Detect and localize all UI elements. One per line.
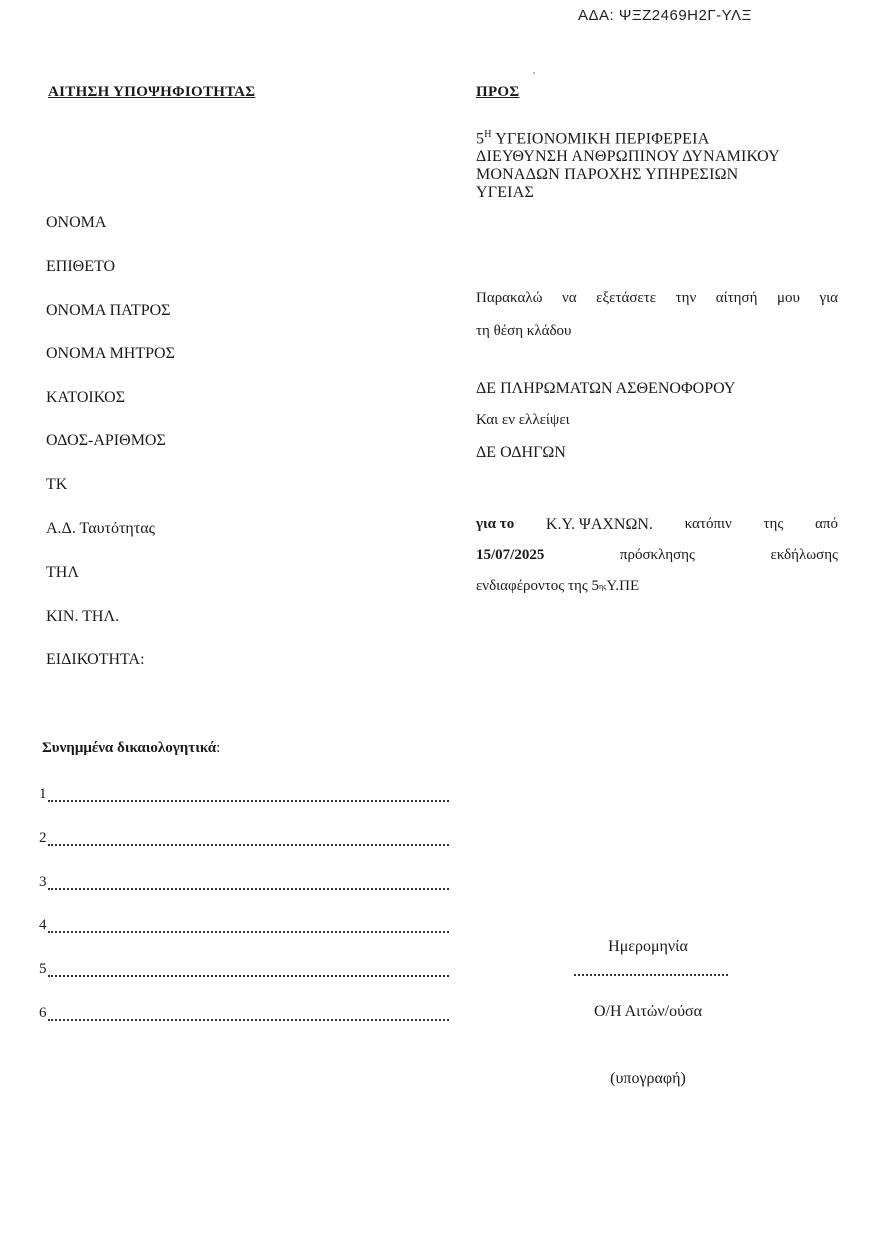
attachment-number: 1 bbox=[39, 786, 47, 802]
field-first-name: ΟΝΟΜΑ bbox=[46, 214, 107, 231]
position-secondary: ΔΕ ΟΔΗΓΩΝ bbox=[476, 444, 566, 461]
recipient-line1: ΥΓΕΙΟΝΟΜΙΚΗ ΠΕΡΙΦΕΡΕΙΑ bbox=[491, 130, 710, 148]
date-label: Ημερομηνία bbox=[608, 938, 688, 955]
cond-date: 15/07/2025 bbox=[476, 547, 545, 563]
attachment-dotted-line bbox=[48, 1005, 450, 1021]
attachment-number: 4 bbox=[39, 917, 47, 933]
cond-from: από bbox=[815, 516, 838, 532]
recipient-sup: Η bbox=[484, 129, 492, 140]
attachment-dotted-line bbox=[48, 961, 450, 977]
cond-of: της bbox=[763, 516, 784, 532]
attachment-line-5 bbox=[39, 961, 449, 980]
application-title: ΑΙΤΗΣΗ ΥΠΟΨΗΦΙΟΤΗΤΑΣ bbox=[48, 84, 256, 100]
field-residence: ΚΑΤΟΙΚΟΣ bbox=[46, 389, 126, 406]
cond-sup: ης bbox=[599, 582, 607, 591]
attachment-dotted-line bbox=[48, 917, 450, 933]
attachment-line-4 bbox=[39, 917, 449, 936]
invitation-row-3 bbox=[476, 571, 838, 602]
field-street-number: ΟΔΟΣ-ΑΡΙΘΜΟΣ bbox=[46, 432, 166, 449]
position-primary: ΔΕ ΠΛΗΡΩΜΑΤΩΝ ΑΣΘΕΝΟΦΟΡΟΥ bbox=[476, 380, 736, 397]
position-alternative-label: Και εν ελλείψει bbox=[476, 412, 570, 428]
attachment-dotted-line bbox=[48, 830, 450, 846]
attachment-line-3 bbox=[39, 874, 449, 893]
recipient-block bbox=[476, 126, 780, 202]
cond-authority: Υ.ΠΕ bbox=[606, 578, 640, 594]
attachment-number: 3 bbox=[39, 874, 47, 890]
attachment-dotted-line bbox=[48, 874, 450, 890]
attachment-number: 6 bbox=[39, 1005, 47, 1021]
field-specialty: ΕΙΔΙΚΟΤΗΤΑ: bbox=[46, 651, 145, 668]
request-line1: Παρακαλώ να εξετάσετε την αίτησή μου για bbox=[476, 290, 838, 306]
cond-invitation: πρόσκλησης bbox=[619, 547, 695, 563]
recipient-line3: ΜΟΝΑΔΩΝ ΠΑΡΟΧΗΣ ΥΠΗΡΕΣΙΩΝ bbox=[476, 166, 739, 184]
recipient-heading: ΠΡΟΣ bbox=[476, 84, 520, 100]
cond-after: κατόπιν bbox=[684, 516, 732, 532]
attachments-title-colon: : bbox=[216, 740, 221, 756]
attachment-line-2 bbox=[39, 830, 449, 849]
signature-label: (υπογραφή) bbox=[610, 1070, 686, 1087]
field-surname: ΕΠΙΘΕΤΟ bbox=[46, 258, 116, 275]
attachments-title-text: Συνημμένα δικαιολογητικά bbox=[42, 740, 217, 756]
applicant-label: Ο/Η Αιτών/ούσα bbox=[593, 1003, 703, 1020]
scan-speck bbox=[533, 72, 535, 74]
request-line2: τη θέση κλάδου bbox=[476, 323, 572, 339]
recipient-line2: ΔΙΕΥΘΥΝΣΗ ΑΝΘΡΩΠΙΝΟΥ ΔΥΝΑΜΙΚΟΥ bbox=[476, 148, 780, 166]
recipient-line4: ΥΓΕΙΑΣ bbox=[476, 184, 534, 202]
recipient-num: 5 bbox=[476, 130, 485, 148]
field-postal-code: ΤΚ bbox=[46, 476, 68, 493]
cond-expression: εκδήλωσης bbox=[770, 547, 838, 563]
cond-unit: Κ.Υ. ΨΑΧΝΩΝ. bbox=[545, 516, 653, 533]
attachment-line-6 bbox=[39, 1005, 449, 1024]
attachment-line-1 bbox=[39, 786, 449, 805]
ada-code: ΑΔΑ: ΨΞΖ2469Η2Γ-ΥΛΞ bbox=[578, 7, 752, 24]
invitation-row-1 bbox=[476, 509, 838, 540]
field-mobile: ΚΙΝ. ΤΗΛ. bbox=[46, 608, 120, 625]
attachment-number: 5 bbox=[39, 961, 47, 977]
attachment-dotted-line bbox=[48, 786, 450, 802]
cond-for: για το bbox=[476, 516, 515, 532]
invitation-row-2 bbox=[476, 540, 838, 571]
field-mother-name: ΟΝΟΜΑ ΜΗΤΡΟΣ bbox=[46, 345, 175, 362]
request-text bbox=[476, 282, 838, 348]
field-phone: ΤΗΛ bbox=[46, 564, 79, 581]
attachments-title bbox=[42, 740, 220, 757]
date-dotted-line bbox=[574, 966, 728, 976]
field-id-number: Α.Δ. Ταυτότητας bbox=[46, 520, 155, 537]
invitation-text bbox=[476, 509, 838, 602]
attachment-number: 2 bbox=[39, 830, 47, 846]
field-father-name: ΟΝΟΜΑ ΠΑΤΡΟΣ bbox=[46, 302, 171, 319]
cond-interest: ενδιαφέροντος της 5 bbox=[476, 578, 600, 594]
